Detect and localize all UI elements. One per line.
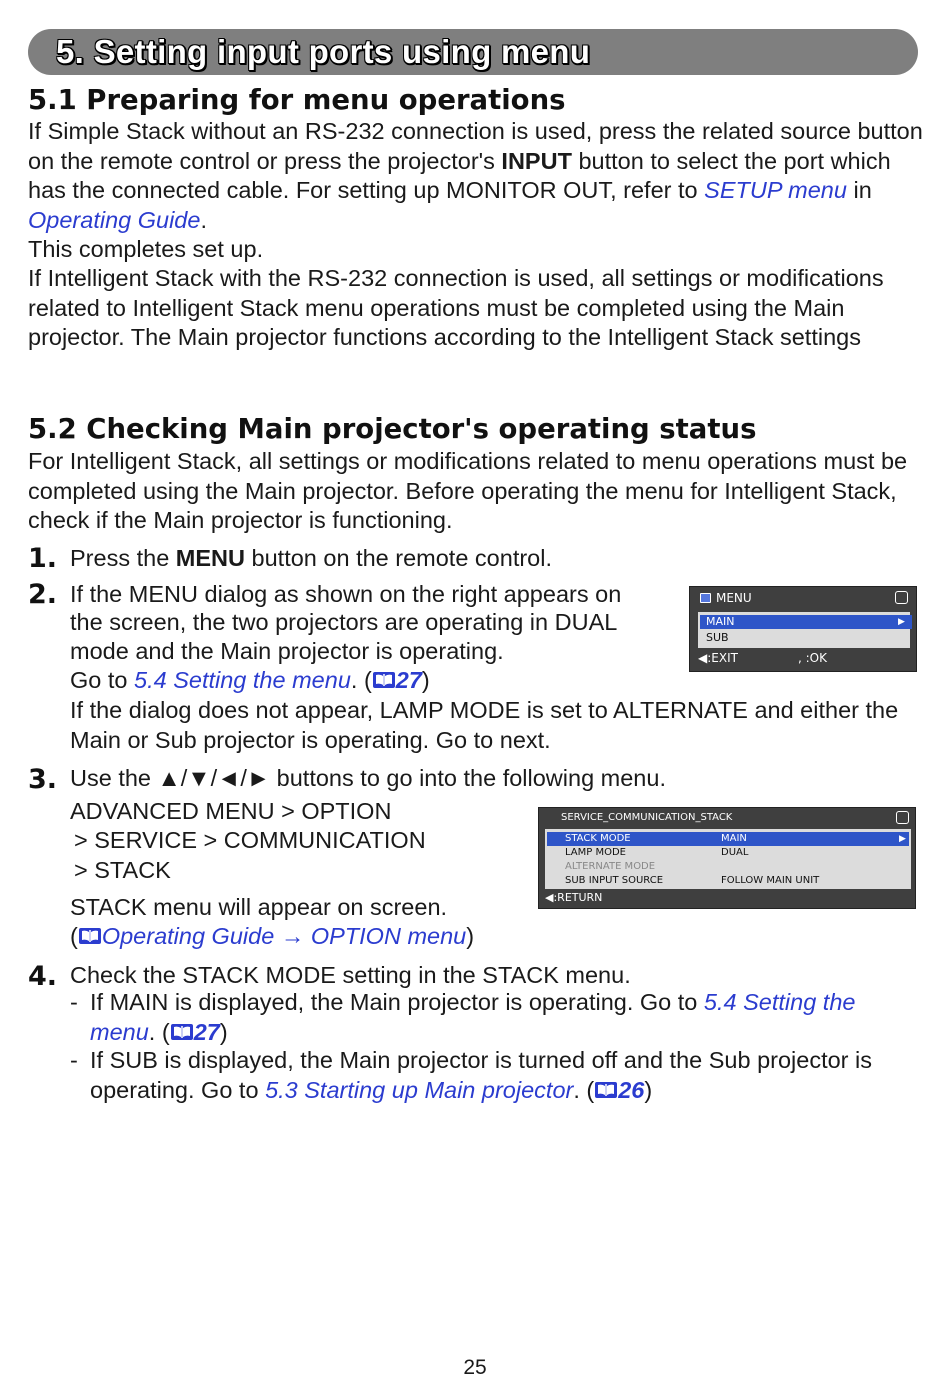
bullet-dash: -: [70, 989, 78, 1015]
chevron-right-icon: ▶: [899, 834, 906, 844]
heading-5-2: 5.2 Checking Main projector's operating status: [28, 413, 757, 445]
book-icon: [372, 670, 396, 690]
step-number-3: 3.: [28, 764, 58, 795]
menu-dialog-title: MENU: [716, 591, 752, 605]
stack-mode-value[interactable]: MAIN: [721, 833, 747, 844]
step-4-bullet-main: If MAIN is displayed, the Main projector is operating. Go to 5.4 Setting the menu. ( 27): [90, 989, 856, 1045]
step-2-extra: If the dialog does not appear, LAMP MODE is set to ALTERNATE and either the Main or Sub projector is operating. Go to next.: [70, 697, 899, 753]
step-3-intro: Use the ▲/▼/◄/► buttons to go into the following menu.: [70, 765, 666, 791]
return-hint: ◀:RETURN: [545, 891, 603, 904]
link-option-menu[interactable]: OPTION menu: [310, 923, 467, 949]
menu-path-3: > STACK: [74, 857, 171, 883]
input-button-ref: INPUT: [501, 147, 572, 174]
step-3-reference: ( Operating Guide → OPTION menu): [70, 923, 475, 949]
settings-icon: [896, 811, 909, 824]
step-number-2: 2.: [28, 579, 58, 610]
link-operating-guide[interactable]: Operating Guide: [101, 923, 275, 949]
menu-item-sub[interactable]: SUB: [706, 631, 729, 644]
step-1-text: Press the MENU button on the remote control.: [70, 545, 552, 571]
book-icon: [78, 926, 102, 946]
book-icon: [170, 1022, 194, 1042]
link-operating-guide[interactable]: Operating Guide: [28, 206, 201, 233]
menu-path-1: ADVANCED MENU > OPTION: [70, 798, 392, 824]
link-starting-main-projector[interactable]: 5.3 Starting up Main projector: [265, 1076, 574, 1103]
stack-dialog-title: SERVICE_COMMUNICATION_STACK: [561, 812, 733, 823]
section-banner: [28, 29, 918, 75]
lamp-mode-label[interactable]: LAMP MODE: [565, 847, 626, 858]
link-setup-menu[interactable]: SETUP menu: [704, 177, 847, 203]
link-setting-the-menu[interactable]: 5.4 Setting the menu: [134, 667, 351, 693]
sub-input-source-value: FOLLOW MAIN UNIT: [721, 875, 820, 886]
step-2-line-2: the screen, the two projectors are operating in DUAL: [70, 609, 618, 635]
page-ref-26[interactable]: 26: [618, 1076, 645, 1103]
stack-settings-list: [545, 829, 911, 889]
step-number-4: 4.: [28, 961, 58, 992]
exit-hint: ◀:EXIT: [698, 651, 738, 665]
paragraph-check-main: For Intelligent Stack, all settings or modifications related to menu operations must be completed using the Main projector. Before operating the menu for Intelligent Stack, check if the Main projector is functioning.: [28, 448, 908, 533]
paragraph-intelligent-stack: If Intelligent Stack with the RS-232 connection is used, all settings or modifications related to Intelligent Stack menu operations must be completed using the Main projector. The Main projector functions according to the Intelligent Stack settings: [28, 265, 884, 350]
heading-5-1: 5.1 Preparing for menu operations: [28, 84, 566, 116]
menu-icon: [700, 593, 711, 603]
sub-input-source-label[interactable]: SUB INPUT SOURCE: [565, 875, 664, 886]
page-number: 25: [463, 1356, 487, 1379]
step-number-1: 1.: [28, 543, 58, 574]
alternate-mode-label: ALTERNATE MODE: [565, 861, 656, 872]
section-title: 5. Setting input ports using menu: [56, 33, 591, 70]
stack-mode-label[interactable]: STACK MODE: [565, 833, 631, 844]
book-icon: [594, 1080, 618, 1100]
menu-dialog: [689, 586, 917, 672]
lamp-mode-value: DUAL: [721, 847, 749, 858]
ok-hint: , :OK: [798, 651, 827, 665]
settings-icon: [895, 591, 908, 604]
paragraph-completes: This completes set up.: [28, 236, 264, 262]
menu-list: [698, 612, 910, 648]
menu-path-2: > SERVICE > COMMUNICATION: [74, 827, 426, 853]
page-ref-27[interactable]: 27: [193, 1018, 220, 1045]
step-2-goto: Go to 5.4 Setting the menu. ( 27): [70, 667, 430, 693]
step-2-line-1: If the MENU dialog as shown on the right appears on: [70, 581, 622, 607]
menu-item-main[interactable]: MAIN: [700, 615, 912, 629]
step-4-intro: Check the STACK MODE setting in the STACK menu.: [70, 962, 631, 988]
paragraph-simple-stack: If Simple Stack without an RS-232 connection is used, press the related source button on the remote control or press the projector's INPUT button to select the port which has the connected cable. For setting up MONITOR OUT, refer to SETUP menu in Operating Guide.: [28, 118, 923, 233]
stack-dialog: [538, 807, 916, 909]
chevron-right-icon: ▶: [898, 617, 905, 627]
bullet-dash: -: [70, 1047, 78, 1073]
link-setting-the-menu[interactable]: 5.4 Setting the menu: [90, 989, 856, 1045]
step-4-bullet-sub: If SUB is displayed, the Main projector is turned off and the Sub projector is operating. Go to 5.3 Starting up Main projector. ( 26): [90, 1047, 873, 1103]
page-ref-27[interactable]: 27: [395, 667, 422, 693]
step-2-line-3: mode and the Main projector is operating.: [70, 638, 504, 664]
step-3-appear: STACK menu will appear on screen.: [70, 894, 448, 920]
